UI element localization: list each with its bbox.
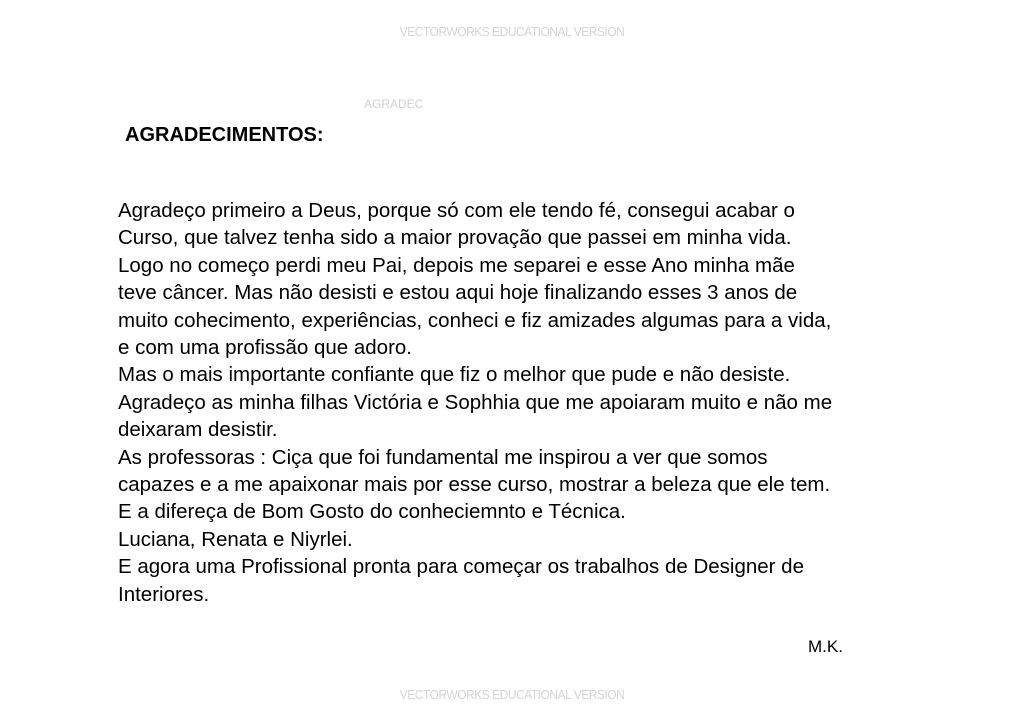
body-line: Agradeço as minha filhas Victória e Sophhia que me apoiaram muito e não me [118,390,833,414]
body-line: Logo no começo perdi meu Pai, depois me separei e esse Ano minha mãe [118,253,795,277]
body-line: deixaram desistir. [118,418,278,442]
body-line: E a difereça de Bom Gosto do conheciemnto e Técnica. [118,500,626,524]
ghost-label: AGRADEC [364,97,424,111]
page-title: AGRADECIMENTOS: [125,124,324,146]
body-line: e com uma profissão que adoro. [118,336,412,360]
body-line: muito cohecimento, experiências, conheci e fiz amizades algumas para a vida, [118,308,832,332]
body-line: Curso, que talvez tenha sido a maior provação que passei em minha vida. [118,226,792,250]
body-line: Mas o mais importante confiante que fiz o melhor que pude e não desiste. [118,363,791,387]
watermark-bottom-text: VECTORWORKS EDUCATIONAL VERSION [399,687,625,702]
watermark-top [0,24,1024,39]
watermark-bottom [0,687,1024,702]
body-line: Agradeço primeiro a Deus, porque só com ele tendo fé, consegui acabar o [118,199,795,222]
acknowledgements-body [118,197,968,608]
body-line: teve câncer. Mas não desisti e estou aqui hoje finalizando esses 3 anos de [118,281,798,305]
body-line: capazes e a me apaixonar mais por esse curso, mostrar a beleza que ele tem. [118,473,831,497]
body-line: Luciana, Renata e Niyrlei. [118,527,353,551]
body-line: Interiores. [118,582,210,606]
watermark-top-text: VECTORWORKS EDUCATIONAL VERSION [399,24,625,39]
signature: M.K. [808,637,843,656]
body-line: E agora uma Profissional pronta para começar os trabalhos de Designer de [118,555,804,579]
body-line: As professoras : Ciça que foi fundamental me inspirou a ver que somos [118,445,768,469]
